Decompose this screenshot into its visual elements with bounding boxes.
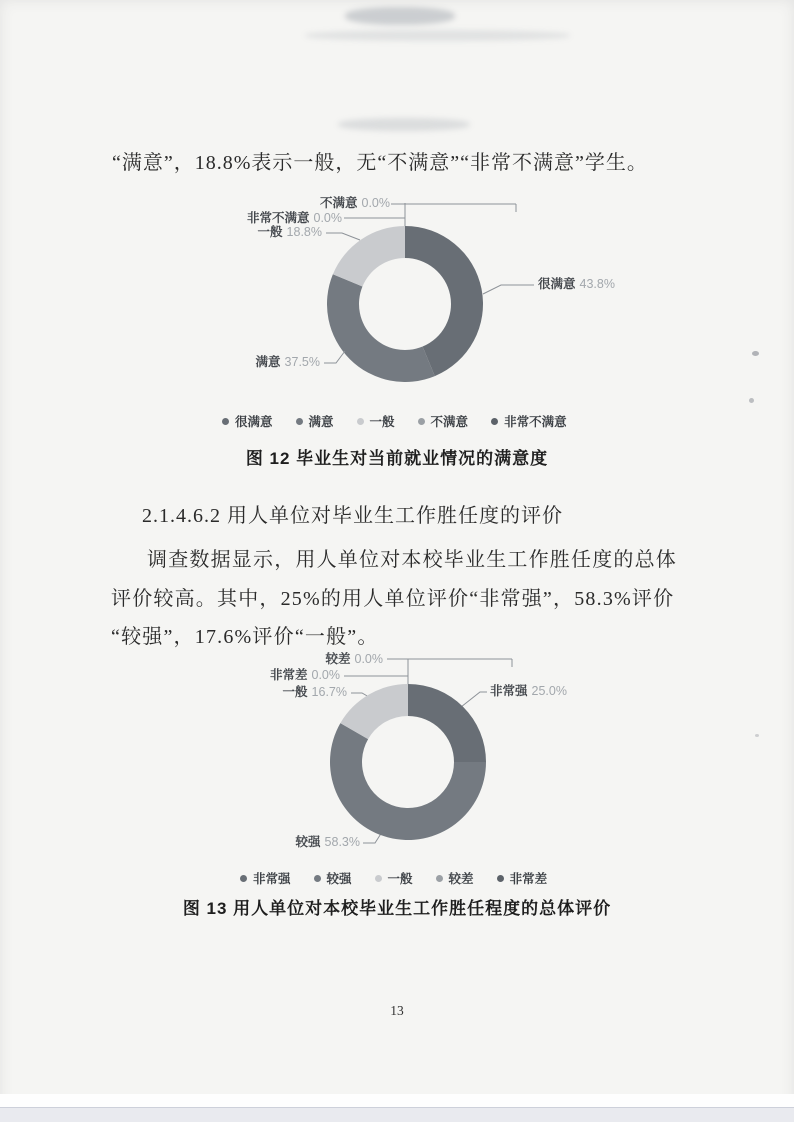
callout-neutral — [258, 225, 322, 240]
callout-value: 0.0% — [354, 652, 383, 666]
legend-dot-icon — [296, 418, 303, 425]
legend-label: 非常强 — [253, 872, 291, 886]
legend-label: 不满意 — [430, 415, 469, 429]
callout-label: 一般 — [282, 685, 308, 699]
legend-label: 非常差 — [509, 872, 548, 886]
callout-label: 非常差 — [269, 668, 308, 682]
callout-value: 37.5% — [284, 355, 320, 369]
callout-weak — [325, 652, 383, 667]
legend-item — [314, 869, 352, 887]
legend-item — [375, 869, 413, 887]
scan-speck — [749, 398, 754, 403]
legend-dot-icon — [436, 875, 443, 882]
legend-label: 满意 — [308, 415, 334, 429]
bleedthrough-smudge-top-wide — [305, 30, 570, 41]
paragraph-line: 调查数据显示，用人单位对本校毕业生工作胜任度的总体 — [147, 549, 677, 571]
callout-label: 不满意 — [319, 196, 358, 210]
callout-value: 0.0% — [313, 211, 342, 225]
paragraph-line: 评价较高。其中，25%的用人单位评价“非常强”，58.3%评价 — [111, 588, 675, 610]
donut-chart-employment-satisfaction — [327, 226, 483, 382]
callout-label: 较强 — [295, 835, 321, 849]
callout-very-weak — [270, 668, 340, 683]
legend-label: 一般 — [387, 872, 413, 886]
bleedthrough-smudge-top — [345, 7, 455, 25]
callout-value: 43.8% — [579, 277, 615, 291]
scan-bottom-white-band — [0, 1094, 794, 1107]
paragraph-line: “较强”，17.6%评价“一般”。 — [111, 626, 379, 648]
callout-label: 非常强 — [490, 684, 528, 698]
callout-value: 0.0% — [311, 668, 340, 682]
scan-bottom-gray-band — [0, 1107, 794, 1122]
callout-label: 较差 — [325, 652, 351, 666]
legend-label: 较强 — [326, 872, 352, 886]
section-heading: 2.1.4.6.2 用人单位对毕业生工作胜任度的评价 — [142, 505, 563, 527]
callout-label: 满意 — [255, 355, 281, 369]
scan-speck — [752, 351, 759, 356]
legend-item — [222, 412, 273, 430]
legend-dot-icon — [357, 418, 364, 425]
callout-value: 18.8% — [286, 225, 322, 239]
legend-item — [491, 412, 567, 430]
callout-value: 25.0% — [531, 684, 567, 698]
legend-item — [497, 869, 548, 887]
legend-item — [436, 869, 474, 887]
callout-very-satisfied — [538, 277, 615, 292]
donut-slice-满意 — [327, 274, 435, 382]
callout-very-strong — [490, 684, 567, 699]
callout-label: 非常不满意 — [246, 211, 310, 225]
legend-item — [240, 869, 291, 887]
callout-label: 一般 — [257, 225, 283, 239]
legend-label: 非常不满意 — [504, 415, 567, 429]
intro-sentence: “满意”，18.8%表示一般，无“不满意”“非常不满意”学生。 — [112, 152, 648, 174]
callout-value: 0.0% — [361, 196, 390, 210]
callout-very-dissatisfied — [247, 211, 342, 226]
chart1-caption: 图 12 毕业生对当前就业情况的满意度 — [245, 449, 549, 468]
callout-dissatisfied — [320, 196, 390, 211]
callout-satisfied — [256, 355, 320, 370]
donut-chart-employer-evaluation — [330, 684, 486, 840]
legend-label: 一般 — [369, 415, 395, 429]
legend-dot-icon — [222, 418, 229, 425]
legend-item — [296, 412, 334, 430]
bleedthrough-smudge-middle — [338, 118, 470, 131]
donut-slice-非常强 — [408, 684, 486, 762]
scan-speck — [755, 734, 759, 737]
chart2-legend — [240, 869, 547, 887]
legend-item — [418, 412, 469, 430]
legend-dot-icon — [491, 418, 498, 425]
legend-dot-icon — [314, 875, 321, 882]
callout-strong — [296, 835, 360, 850]
callout-label: 很满意 — [538, 277, 576, 291]
callout-value: 58.3% — [324, 835, 360, 849]
legend-dot-icon — [240, 875, 247, 882]
legend-dot-icon — [497, 875, 504, 882]
legend-dot-icon — [375, 875, 382, 882]
callout-average — [283, 685, 347, 700]
chart1-legend — [222, 412, 567, 430]
chart2-caption: 图 13 用人单位对本校毕业生工作胜任程度的总体评价 — [182, 899, 612, 918]
legend-item — [357, 412, 395, 430]
page-number: 13 — [390, 1003, 404, 1018]
donut-slice-一般 — [333, 226, 405, 286]
callout-value: 16.7% — [311, 685, 347, 699]
legend-dot-icon — [418, 418, 425, 425]
legend-label: 很满意 — [235, 415, 273, 429]
legend-label: 较差 — [448, 872, 474, 886]
